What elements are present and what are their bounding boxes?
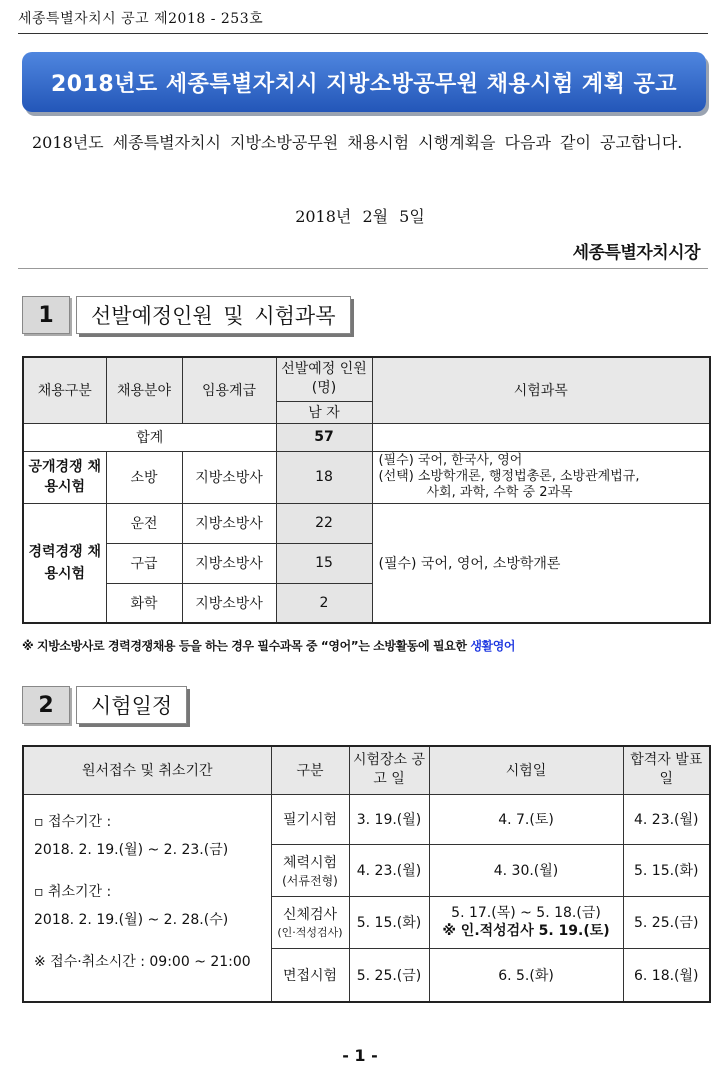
document-number: 세종특별자치시 공고 제2018 - 253호 — [18, 11, 264, 27]
header-category: 채용구분 — [23, 357, 106, 423]
header-apply: 원서접수 및 취소기간 — [23, 746, 271, 794]
exam-type — [271, 896, 349, 948]
career-rank: 지방소방사 — [182, 543, 276, 583]
page-number: - 1 - — [342, 1046, 378, 1065]
exam-type-sub: (서류전형) — [282, 873, 338, 888]
recruitment-table — [22, 356, 711, 624]
venue-date: 4. 23.(월) — [349, 844, 429, 896]
exam-date: 6. 5.(화) — [429, 948, 623, 1002]
exam-date — [429, 896, 623, 948]
exam-type-label: 필기시험 — [282, 812, 338, 828]
middle-divider — [18, 268, 708, 269]
venue-date: 5. 25.(금) — [349, 948, 429, 1002]
career-count: 22 — [276, 503, 372, 543]
venue-date: 5. 15.(화) — [349, 896, 429, 948]
exam-type — [271, 794, 349, 844]
result-date: 5. 15.(화) — [623, 844, 710, 896]
career-field: 운전 — [106, 503, 182, 543]
schedule-table — [22, 745, 711, 1003]
exam-type-sub: (인·적성검사) — [277, 926, 343, 939]
english-note-main: ※ 지방소방사로 경력경쟁채용 등을 하는 경우 필수과목 중 “영어”는 소방활동에 필요한 — [22, 639, 471, 653]
english-note-highlight: 생활영어 — [470, 639, 516, 653]
career-count: 2 — [276, 583, 372, 623]
header-gender: 남 자 — [276, 401, 372, 423]
exam-date: 4. 30.(월) — [429, 844, 623, 896]
open-field: 소방 — [106, 451, 182, 503]
exam-type-label: 신체검사 — [282, 907, 338, 923]
section2-heading — [22, 686, 187, 724]
open-subjects-line2: (선택) 소방학개론, 행정법총론, 소방관계법규, — [378, 469, 640, 484]
exam-type — [271, 948, 349, 1002]
total-label: 합계 — [23, 423, 276, 451]
open-category: 공개경쟁 채용시험 — [23, 451, 106, 503]
header-rank: 임용계급 — [182, 357, 276, 423]
header-result: 합격자 발표일 — [623, 746, 710, 794]
exam-type-label: 체력시험 — [282, 854, 338, 871]
receipt-period: 2018. 2. 19.(월) ~ 2. 23.(금) — [34, 841, 229, 858]
career-rank: 지방소방사 — [182, 583, 276, 623]
exam-date-line1: 5. 17.(목) ~ 5. 18.(금) — [451, 905, 601, 921]
title-banner: 2018년도 세종특별자치시 지방소방공무원 채용시험 계획 공고 — [22, 52, 706, 112]
receipt-label: ▫ 접수기간 : — [34, 813, 112, 830]
career-count: 15 — [276, 543, 372, 583]
section1-title: 선발예정인원 및 시험과목 — [76, 296, 351, 334]
exam-type-label: 면접시험 — [282, 967, 338, 984]
career-rank: 지방소방사 — [182, 503, 276, 543]
section2-number: 2 — [22, 686, 70, 724]
section1-number: 1 — [22, 296, 70, 334]
document-date: 2018년 2월 5일 — [295, 207, 425, 226]
career-subjects: (필수) 국어, 영어, 소방학개론 — [372, 503, 710, 623]
open-subjects — [372, 451, 710, 503]
header-venue: 시험장소 공 고 일 — [349, 746, 429, 794]
total-subjects-empty — [372, 423, 710, 451]
result-date: 5. 25.(금) — [623, 896, 710, 948]
top-divider — [18, 33, 708, 34]
header-type: 구분 — [271, 746, 349, 794]
venue-date: 3. 19.(월) — [349, 794, 429, 844]
open-rank: 지방소방사 — [182, 451, 276, 503]
open-count: 18 — [276, 451, 372, 503]
cancel-label: ▫ 취소기간 : — [34, 883, 112, 900]
total-value: 57 — [276, 423, 372, 451]
header-count: 선발예정 인원(명) — [276, 357, 372, 401]
career-field: 화학 — [106, 583, 182, 623]
exam-type — [271, 844, 349, 896]
english-note — [22, 637, 515, 654]
exam-date: 4. 7.(토) — [429, 794, 623, 844]
apply-period-cell — [23, 794, 271, 1002]
open-subjects-line3: 사회, 과학, 수학 중 2과목 — [426, 485, 573, 500]
career-field: 구급 — [106, 543, 182, 583]
hours-note: ※ 접수·취소시간 : 09:00 ~ 21:00 — [34, 953, 251, 970]
result-date: 6. 18.(월) — [623, 948, 710, 1002]
header-subjects: 시험과목 — [372, 357, 710, 423]
open-subjects-line1: (필수) 국어, 한국사, 영어 — [378, 453, 523, 468]
exam-date-line2: ※ 인.적성검사 5. 19.(토) — [442, 923, 610, 939]
cancel-period: 2018. 2. 19.(월) ~ 2. 28.(수) — [34, 911, 229, 928]
career-category: 경력경쟁 채용시험 — [23, 503, 106, 623]
section1-heading — [22, 296, 351, 334]
signer: 세종특별자치시장 — [572, 243, 700, 263]
result-date: 4. 23.(월) — [623, 794, 710, 844]
header-field: 채용분야 — [106, 357, 182, 423]
intro-text: 2018년도 세종특별자치시 지방소방공무원 채용시험 시행계획을 다음과 같이 공고합니다. — [32, 133, 683, 152]
header-exam-date: 시험일 — [429, 746, 623, 794]
section2-title: 시험일정 — [76, 686, 187, 724]
